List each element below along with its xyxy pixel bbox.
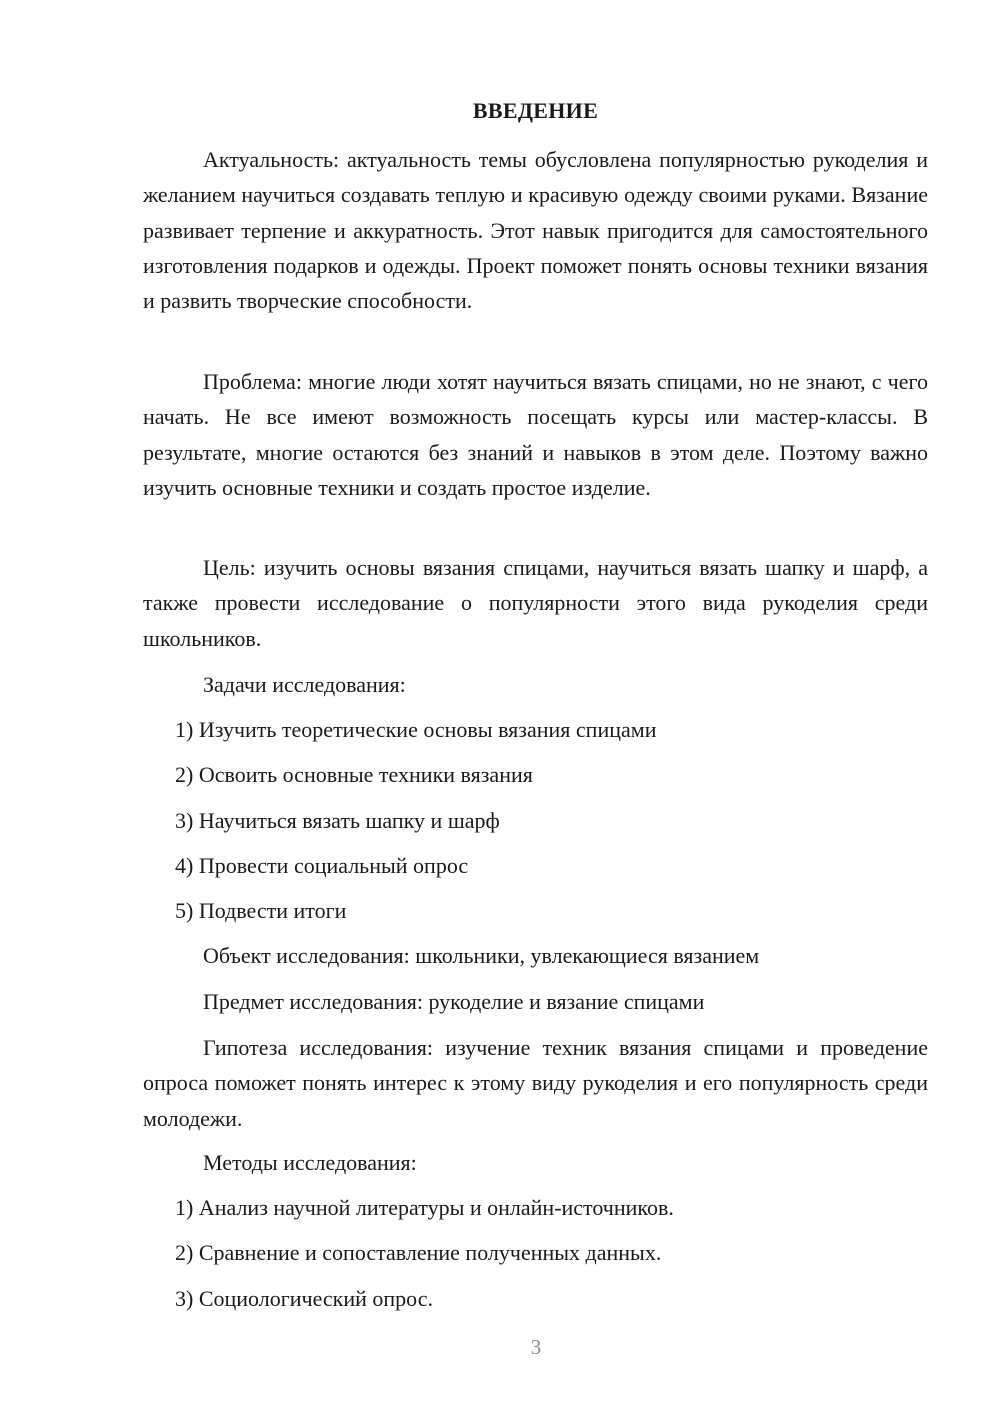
page-number: 3 <box>530 1335 542 1359</box>
task-item: 5) Подвести итоги <box>175 898 347 923</box>
tasks-heading: Задачи исследования: <box>203 672 406 697</box>
relevance-paragraph: Актуальность: актуальность темы обусловлена популярностью рукоделия и желанием научиться создавать теплую и красивую одежду своими руками. Вязание развивает терпение и аккуратность. Этот навык пригодится для самостоятельного изготовления подарков и одежды. Проект поможет понять основы техники вязания и развить творческие способности. <box>143 147 928 314</box>
task-item: 2) Освоить основные техники вязания <box>175 762 533 787</box>
goal-paragraph: Цель: изучить основы вязания спицами, научиться вязать шапку и шарф, а также провести исследование о популярности этого вида рукоделия среди школьников. <box>143 555 928 651</box>
problem-paragraph: Проблема: многие люди хотят научиться вязать спицами, но не знают, с чего начать. Не все имеют возможность посещать курсы или мастер-классы. В результате, многие остаются без знаний и навыков в этом деле. Поэтому важно изучить основные техники и создать простое изделие. <box>143 369 928 500</box>
method-item: 1) Анализ научной литературы и онлайн-источников. <box>175 1195 674 1220</box>
method-item: 2) Сравнение и сопоставление полученных данных. <box>175 1240 662 1265</box>
hypothesis-paragraph: Гипотеза исследования: изучение техник вязания спицами и проведение опроса поможет понять интерес к этому виду рукоделия и его популярность среди молодежи. <box>143 1035 928 1131</box>
task-item: 4) Провести социальный опрос <box>175 853 469 878</box>
task-item: 3) Научиться вязать шапку и шарф <box>175 808 500 833</box>
methods-heading: Методы исследования: <box>203 1150 417 1175</box>
method-item: 3) Социологический опрос. <box>175 1286 433 1311</box>
research-subject: Предмет исследования: рукоделие и вязание спицами <box>203 989 705 1014</box>
research-object: Объект исследования: школьники, увлекающиеся вязанием <box>203 943 760 968</box>
page-title: ВВЕДЕНИЕ <box>472 98 599 123</box>
task-item: 1) Изучить теоретические основы вязания спицами <box>175 717 657 742</box>
